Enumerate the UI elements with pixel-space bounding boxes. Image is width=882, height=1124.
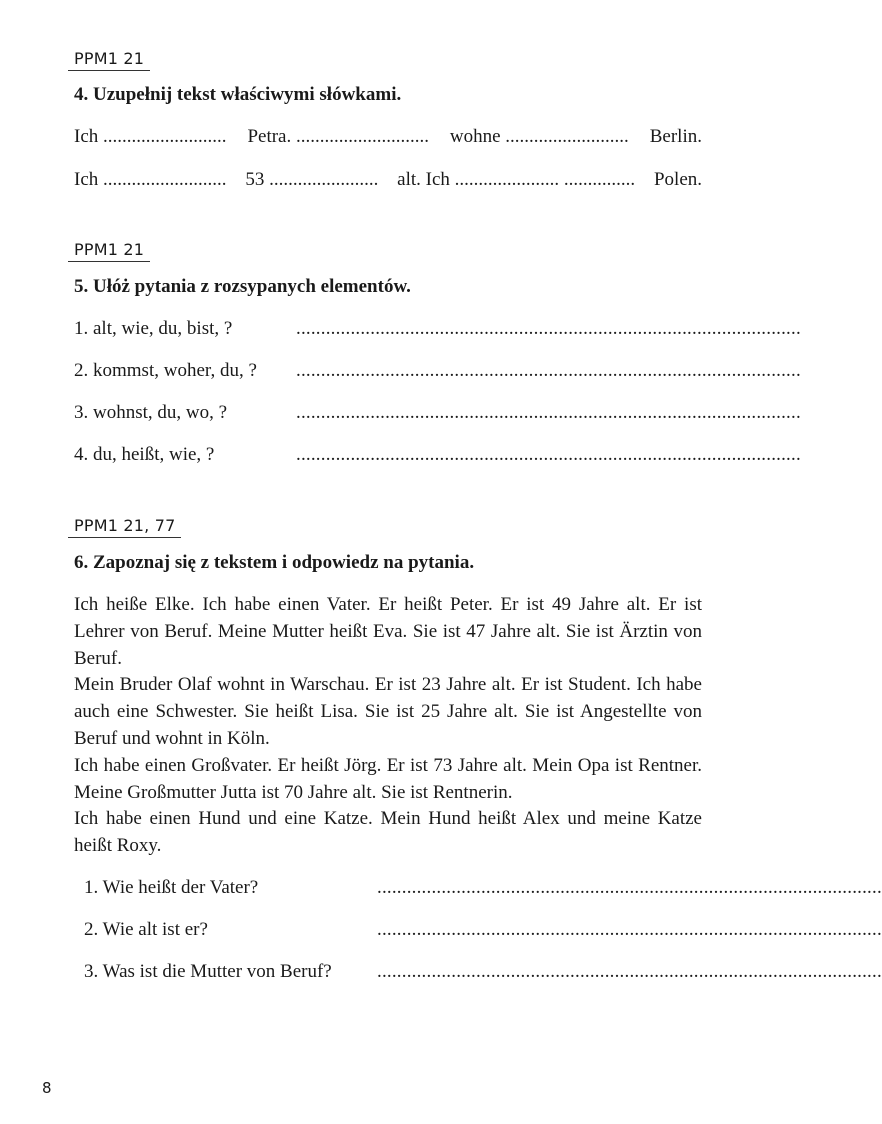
comprehension-question: 2. Wie alt ist er? — [84, 919, 208, 940]
fill-segment: Berlin. — [649, 126, 702, 147]
reading-text — [74, 592, 702, 860]
fill-segment: 53 ....................... — [245, 169, 379, 190]
scrambled-words: 1. alt, wie, du, bist, ? — [74, 318, 233, 339]
comprehension-question: 3. Was ist die Mutter von Beruf? — [84, 961, 332, 982]
answer-blank: ...................................................................................................... — [296, 318, 801, 339]
fill-segment: alt. Ich ...................... ............... — [397, 169, 636, 190]
answer-blank: ...................................................................................................... — [296, 402, 801, 423]
answer-blank: ...................................................................................................... — [296, 444, 801, 465]
answer-blank: ...................................................................................................... — [377, 877, 882, 898]
exercise-4-line-1 — [74, 126, 702, 148]
fill-segment: wohne .......................... — [449, 126, 629, 147]
reading-paragraph: Ich heiße Elke. Ich habe einen Vater. Er heißt Peter. Er ist 49 Jahre alt. Er ist Lehrer von Beruf. Meine Mutter heißt Eva. Sie ist 47 Jahre alt. Sie ist Ärztin von Beruf. — [74, 594, 702, 669]
scrambled-words: 4. du, heißt, wie, ? — [74, 444, 215, 465]
section-reference-tag: PPM1 21 — [68, 49, 150, 71]
reading-paragraph: Mein Bruder Olaf wohnt in Warschau. Er ist 23 Jahre alt. Er ist Student. Ich habe auch eine Schwester. Sie heißt Lisa. Sie ist 25 Jahre alt. Sie ist Angestellte von Beruf und wohnt in Köln. — [74, 674, 702, 749]
fill-segment: Ich .......................... — [74, 126, 227, 147]
answer-blank: ...................................................................................................... — [296, 360, 801, 381]
page-number: 8 — [42, 1079, 52, 1097]
scrambled-words: 3. wohnst, du, wo, ? — [74, 402, 228, 423]
fill-segment: Petra. ............................ — [247, 126, 429, 147]
answer-blank: ...................................................................................................... — [377, 961, 882, 982]
reading-paragraph: Ich habe einen Hund und eine Katze. Mein Hund heißt Alex und meine Katze heißt Roxy. — [74, 808, 702, 857]
fill-segment: Polen. — [653, 169, 702, 190]
exercise-4-title: 4. Uzupełnij tekst właściwymi słówkami. — [74, 84, 402, 105]
reading-paragraph: Ich habe einen Großvater. Er heißt Jörg. Er ist 73 Jahre alt. Mein Opa ist Rentner. Meine Großmutter Jutta ist 70 Jahre alt. Sie ist Rentnerin. — [74, 754, 702, 803]
exercise-4-line-2 — [74, 169, 702, 191]
exercise-5-title: 5. Ułóż pytania z rozsypanych elementów. — [74, 276, 411, 297]
section-reference-tag: PPM1 21 — [68, 240, 150, 262]
fill-segment: Ich .......................... — [74, 169, 227, 190]
exercise-6-title: 6. Zapoznaj się z tekstem i odpowiedz na pytania. — [74, 552, 475, 573]
scrambled-words: 2. kommst, woher, du, ? — [74, 360, 257, 381]
answer-blank: ...................................................................................................... — [377, 919, 882, 940]
section-reference-tag: PPM1 21, 77 — [68, 516, 181, 538]
comprehension-question: 1. Wie heißt der Vater? — [84, 877, 259, 898]
